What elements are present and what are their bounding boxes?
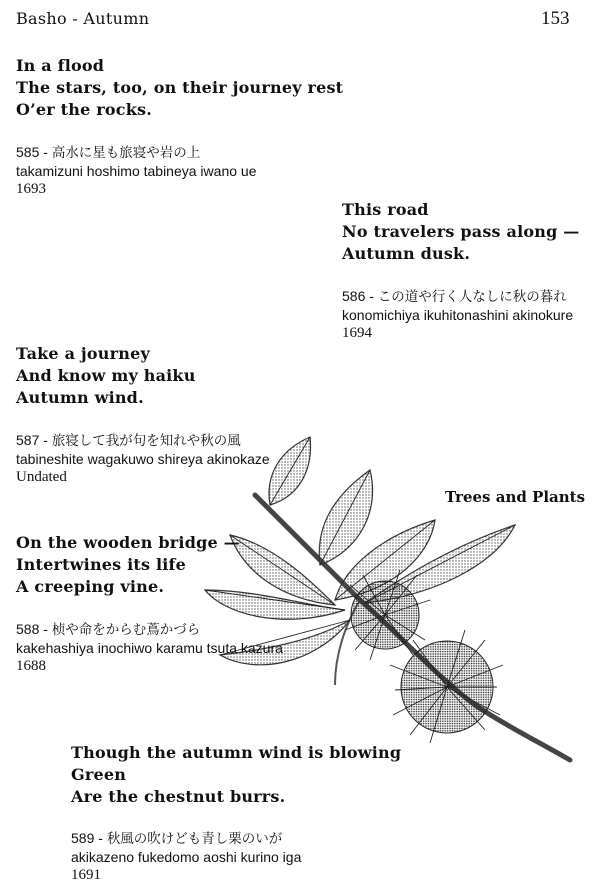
japanese-text: 桢や命をからむ蔦かづら	[51, 622, 201, 637]
romaji-text: kakehashiya inochiwo karamu tsuta kazura	[16, 640, 283, 656]
poem-line: Autumn wind.	[16, 388, 144, 407]
haiku-589-source	[71, 829, 301, 884]
haiku-number: 586 -	[342, 288, 374, 304]
poem-line: On the wooden bridge —	[16, 533, 240, 552]
haiku-number: 585 -	[16, 144, 48, 160]
haiku-585-source	[16, 143, 256, 198]
haiku-585-english	[16, 55, 343, 121]
haiku-589-english	[71, 742, 401, 808]
poem-line: Green	[71, 765, 127, 784]
chestnut-burrs	[345, 570, 503, 743]
poem-line: Autumn dusk.	[342, 244, 471, 263]
japanese-text: 高水に星も旅寝や岩の上	[51, 145, 201, 160]
poem-line: The stars, too, on their journey rest	[16, 78, 344, 97]
japanese-text: 旅寝して我が句を知れや秋の風	[51, 433, 241, 448]
romaji-text: akikazeno fukedomo aoshi kurino iga	[71, 849, 302, 865]
haiku-number: 587 -	[16, 432, 48, 448]
haiku-588-source	[16, 620, 283, 675]
haiku-586-english	[342, 199, 579, 265]
year: Undated	[16, 469, 67, 485]
poem-line: Intertwines its life	[16, 555, 187, 574]
japanese-text: この道や行く人なしに秋の暮れ	[377, 289, 567, 304]
romaji-text: takamizuni hoshimo tabineya iwano ue	[16, 163, 257, 179]
year: 1693	[16, 181, 46, 197]
poem-line: Are the chestnut burrs.	[71, 787, 286, 806]
haiku-587-english	[16, 343, 196, 409]
year: 1688	[16, 658, 46, 674]
haiku-586-source	[342, 287, 573, 342]
haiku-588-english	[16, 532, 240, 598]
haiku-number: 589 -	[71, 830, 103, 846]
romaji-text: tabineshite wagakuwo shireya akinokaze	[16, 451, 270, 467]
page-number: 153	[541, 8, 570, 29]
poem-line: In a flood	[16, 56, 105, 75]
running-title: Basho - Autumn	[16, 9, 150, 28]
poem-line: A creeping vine.	[16, 577, 165, 596]
poem-line: And know my haiku	[16, 366, 196, 385]
poem-line: O’er the rocks.	[16, 100, 152, 119]
section-label: Trees and Plants	[445, 488, 586, 506]
poem-line: This road	[342, 200, 429, 219]
japanese-text: 秋風の吹けども青し栗のいが	[106, 831, 283, 846]
haiku-587-source	[16, 431, 270, 486]
poem-line: Take a journey	[16, 344, 150, 363]
romaji-text: konomichiya ikuhitonashini akinokure	[342, 307, 574, 323]
haiku-number: 588 -	[16, 621, 48, 637]
poem-line: No travelers pass along —	[342, 222, 580, 241]
poem-line: Though the autumn wind is blowing	[71, 743, 402, 762]
year: 1691	[71, 867, 101, 883]
year: 1694	[342, 325, 372, 341]
